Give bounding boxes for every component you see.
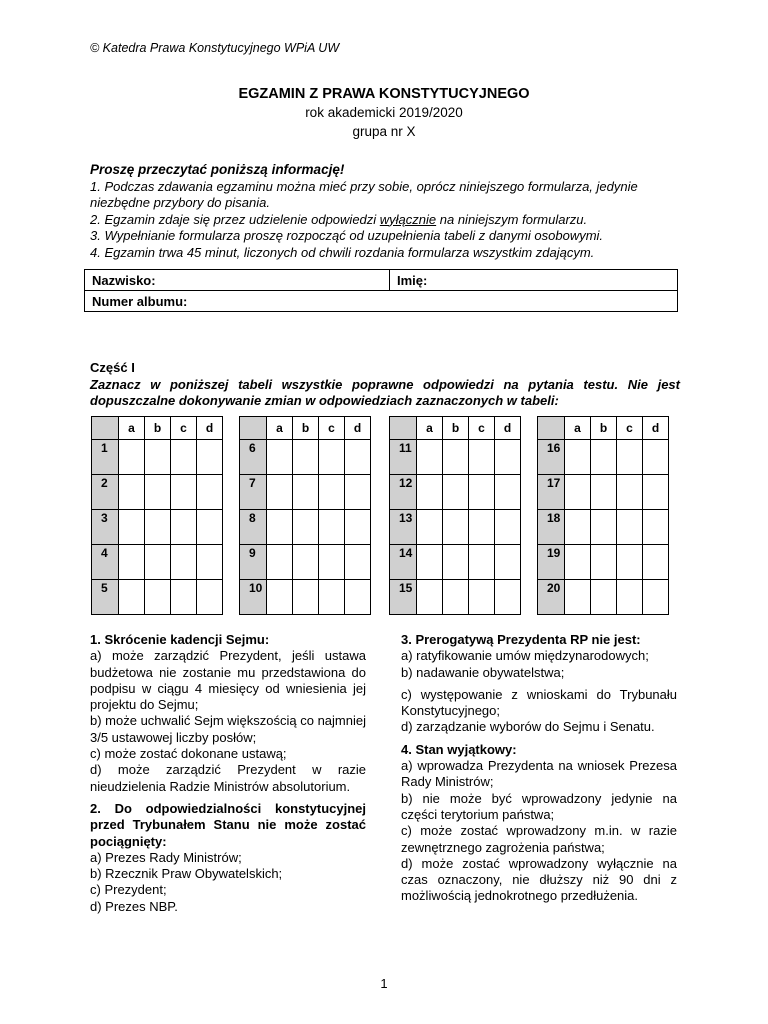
answer-option-header: c (171, 417, 197, 440)
first-name-label: Imię: (397, 272, 428, 288)
answer-grid-block (389, 416, 521, 615)
answer-grid-row (240, 475, 371, 510)
answer-option-header: d (345, 417, 371, 440)
answer-checkbox-cell[interactable] (145, 510, 171, 545)
answer-checkbox-cell[interactable] (469, 475, 495, 510)
answer-option-header: c (469, 417, 495, 440)
answer-grid-block (239, 416, 371, 615)
question-number-cell: 7 (240, 475, 267, 510)
exam-title: EGZAMIN Z PRAWA KONSTYTUCYJNEGO (238, 86, 530, 102)
question-number-cell: 13 (390, 510, 417, 545)
answer-grid-block (537, 416, 669, 615)
answer-checkbox-cell[interactable] (591, 545, 617, 580)
answer-checkbox-cell[interactable] (591, 510, 617, 545)
answer-checkbox-cell[interactable] (345, 580, 371, 615)
answer-grid-corner (390, 417, 417, 440)
page-number: 1 (380, 976, 388, 991)
answer-grid-row (390, 510, 521, 545)
answer-checkbox-cell[interactable] (319, 580, 345, 615)
answer-grid-block (91, 416, 223, 615)
answer-checkbox-cell[interactable] (417, 510, 443, 545)
answer-checkbox-cell[interactable] (565, 440, 591, 475)
answer-option-header: a (267, 417, 293, 440)
questions-right-column (401, 632, 677, 905)
part-one-title: Część I (90, 360, 135, 375)
part-one-instruction: Zaznacz w poniższej tabeli wszystkie poprawne odpowiedzi na pytania testu. Nie jest dopuszczalne dokonywanie zmian w odpowiedziach zaznaczonych w tabeli: (90, 376, 680, 408)
answer-grid-row (240, 545, 371, 580)
instruction-2 (90, 212, 690, 229)
answer-grid-row (538, 580, 669, 615)
question-number-cell: 17 (538, 475, 565, 510)
copyright-line: © Katedra Prawa Konstytucyjnego WPiA UW (90, 41, 340, 55)
instruction-2-end: na niniejszym formularzu. (436, 211, 588, 227)
answer-option-header: b (591, 417, 617, 440)
answer-checkbox-cell[interactable] (293, 510, 319, 545)
answer-checkbox-cell[interactable] (495, 510, 521, 545)
answer-checkbox-cell[interactable] (171, 475, 197, 510)
question-number-cell: 14 (390, 545, 417, 580)
answer-checkbox-cell[interactable] (495, 475, 521, 510)
answer-checkbox-cell[interactable] (171, 580, 197, 615)
surname-field[interactable] (85, 270, 390, 291)
answer-checkbox-cell[interactable] (417, 475, 443, 510)
question-number-cell: 10 (240, 580, 267, 615)
first-name-field[interactable] (390, 270, 678, 291)
instruction-3: 3. Wypełnianie formularza proszę rozpocząć od uzupełnienia tabeli z danymi osobowymi. (90, 228, 604, 243)
answer-checkbox-cell[interactable] (443, 510, 469, 545)
answer-checkbox-cell[interactable] (197, 440, 223, 475)
answer-checkbox-cell[interactable] (119, 510, 145, 545)
answer-checkbox-cell[interactable] (319, 440, 345, 475)
answer-checkbox-cell[interactable] (145, 440, 171, 475)
album-number-field[interactable] (85, 291, 678, 312)
question-2-title: 2. Do odpowiedzialności konstytucyjnej przed Trybunałem Stanu nie może zostać pociągnięty: (90, 800, 366, 849)
answer-checkbox-cell[interactable] (591, 475, 617, 510)
answer-checkbox-cell[interactable] (617, 475, 643, 510)
answer-checkbox-cell[interactable] (293, 580, 319, 615)
answer-option-header: a (119, 417, 145, 440)
answer-grid-header-row (538, 417, 669, 440)
answer-checkbox-cell[interactable] (565, 580, 591, 615)
instructions (90, 162, 690, 261)
answer-checkbox-cell[interactable] (591, 580, 617, 615)
answer-option-header: d (197, 417, 223, 440)
question-3-option-b: b) nadawanie obywatelstwa; (401, 664, 565, 680)
answer-grid-row (92, 580, 223, 615)
question-1-option-a: a) może zarządzić Prezydent, jeśli ustawa budżetowa nie zostanie mu przedstawiona do podpisu w ciągu 4 miesięcy od wniesienia jej projektu do Sejmu; (90, 648, 366, 713)
question-4-option-a: a) wprowadza Prezydenta na wniosek Prezesa Rady Ministrów; (401, 758, 677, 790)
answer-checkbox-cell[interactable] (267, 580, 293, 615)
answer-option-header: b (145, 417, 171, 440)
answer-grid-row (538, 510, 669, 545)
answer-checkbox-cell[interactable] (643, 440, 669, 475)
question-number-cell: 4 (92, 545, 119, 580)
answer-grid-header-row (390, 417, 521, 440)
answer-checkbox-cell[interactable] (145, 545, 171, 580)
answer-checkbox-cell[interactable] (443, 580, 469, 615)
answer-checkbox-cell[interactable] (643, 545, 669, 580)
answer-checkbox-cell[interactable] (345, 475, 371, 510)
answer-grid-row (92, 510, 223, 545)
answer-checkbox-cell[interactable] (565, 475, 591, 510)
answer-grid-row (390, 440, 521, 475)
question-1-option-d: d) może zarządzić Prezydent w razie nieudzielenia Radzie Ministrów absolutorium. (90, 762, 366, 794)
question-4-title: 4. Stan wyjątkowy: (401, 741, 517, 757)
answer-option-header: a (417, 417, 443, 440)
answer-checkbox-cell[interactable] (591, 440, 617, 475)
answer-checkbox-cell[interactable] (469, 510, 495, 545)
answer-checkbox-cell[interactable] (171, 545, 197, 580)
question-4-option-c: c) może zostać wprowadzony m.in. w razie zewnętrznego zagrożenia państwa; (401, 823, 677, 855)
answer-checkbox-cell[interactable] (119, 440, 145, 475)
answer-grid-row (240, 510, 371, 545)
answer-checkbox-cell[interactable] (119, 580, 145, 615)
question-number-cell: 16 (538, 440, 565, 475)
question-2-option-c: c) Prezydent; (90, 882, 167, 898)
answer-checkbox-cell[interactable] (267, 510, 293, 545)
answer-option-header: a (565, 417, 591, 440)
answer-checkbox-cell[interactable] (197, 475, 223, 510)
instruction-1: 1. Podczas zdawania egzaminu można mieć przy sobie, oprócz niniejszego formularza, jedynie niezbędne przybory do pisania. (90, 178, 638, 210)
question-number-cell: 20 (538, 580, 565, 615)
answer-checkbox-cell[interactable] (417, 580, 443, 615)
answer-grid-row (92, 545, 223, 580)
instruction-4: 4. Egzamin trwa 45 minut, liczonych od chwili rozdania formularza wszystkim zdającym. (90, 244, 595, 260)
question-number-cell: 19 (538, 545, 565, 580)
answer-checkbox-cell[interactable] (565, 510, 591, 545)
answer-checkbox-cell[interactable] (469, 580, 495, 615)
answer-checkbox-cell[interactable] (293, 475, 319, 510)
question-number-cell: 3 (92, 510, 119, 545)
answer-checkbox-cell[interactable] (293, 545, 319, 580)
answer-checkbox-cell[interactable] (293, 440, 319, 475)
answer-checkbox-cell[interactable] (443, 545, 469, 580)
answer-checkbox-cell[interactable] (145, 475, 171, 510)
answer-checkbox-cell[interactable] (417, 545, 443, 580)
answer-option-header: d (643, 417, 669, 440)
question-1-title: 1. Skrócenie kadencji Sejmu: (90, 632, 270, 647)
answer-checkbox-cell[interactable] (495, 580, 521, 615)
question-2-option-a: a) Prezes Rady Ministrów; (90, 849, 242, 865)
answer-checkbox-cell[interactable] (345, 440, 371, 475)
answer-checkbox-cell[interactable] (319, 475, 345, 510)
answer-checkbox-cell[interactable] (417, 440, 443, 475)
question-number-cell: 8 (240, 510, 267, 545)
album-number-label: Numer albumu: (92, 293, 188, 309)
group-number: grupa nr X (352, 124, 416, 139)
answer-checkbox-cell[interactable] (171, 510, 197, 545)
answer-grid-row (390, 545, 521, 580)
answer-grid-row (240, 580, 371, 615)
answer-option-header: b (293, 417, 319, 440)
answer-grid-corner (538, 417, 565, 440)
answer-grid-row (538, 475, 669, 510)
answer-grid-row (390, 580, 521, 615)
answer-checkbox-cell[interactable] (617, 510, 643, 545)
answer-checkbox-cell[interactable] (197, 545, 223, 580)
exam-header (0, 85, 768, 141)
answer-checkbox-cell[interactable] (345, 510, 371, 545)
answer-checkbox-cell[interactable] (643, 510, 669, 545)
answer-option-header: b (443, 417, 469, 440)
answer-option-header: d (495, 417, 521, 440)
answer-checkbox-cell[interactable] (495, 545, 521, 580)
answer-checkbox-cell[interactable] (469, 440, 495, 475)
answer-grid-row (390, 475, 521, 510)
instructions-heading: Proszę przeczytać poniższą informację! (90, 162, 345, 177)
question-3-option-a: a) ratyfikowanie umów międzynarodowych; (401, 648, 649, 664)
question-number-cell: 18 (538, 510, 565, 545)
answer-grid-corner (240, 417, 267, 440)
question-1-option-b: b) może uchwalić Sejm większością co najmniej 3/5 ustawowej liczby posłów; (90, 713, 366, 745)
answer-checkbox-cell[interactable] (171, 440, 197, 475)
questions-left-column (90, 632, 366, 915)
answer-checkbox-cell[interactable] (443, 475, 469, 510)
answer-checkbox-cell[interactable] (443, 440, 469, 475)
answer-checkbox-cell[interactable] (643, 475, 669, 510)
answer-checkbox-cell[interactable] (469, 545, 495, 580)
question-4-option-d: d) może zostać wprowadzony wyłącznie na czas oznaczony, nie dłuższy niż 90 dni z możliwością jednokrotnego przedłużenia. (401, 855, 677, 904)
answer-checkbox-cell[interactable] (267, 475, 293, 510)
answer-checkbox-cell[interactable] (617, 545, 643, 580)
question-number-cell: 11 (390, 440, 417, 475)
answer-option-header: c (319, 417, 345, 440)
part-one-section (90, 360, 680, 410)
answer-grid-row (240, 440, 371, 475)
answer-checkbox-cell[interactable] (197, 580, 223, 615)
question-number-cell: 12 (390, 475, 417, 510)
question-2-option-d: d) Prezes NBP. (90, 898, 178, 914)
question-number-cell: 1 (92, 440, 119, 475)
answer-checkbox-cell[interactable] (267, 440, 293, 475)
question-3-title: 3. Prerogatywą Prezydenta RP nie jest: (401, 632, 641, 647)
answer-checkbox-cell[interactable] (119, 545, 145, 580)
answer-checkbox-cell[interactable] (617, 580, 643, 615)
answer-checkbox-cell[interactable] (145, 580, 171, 615)
answer-grid-row (538, 440, 669, 475)
question-1-option-c: c) może zostać dokonane ustawą; (90, 746, 287, 762)
question-number-cell: 5 (92, 580, 119, 615)
question-4-option-b: b) nie może być wprowadzony jedynie na części terytorium państwa; (401, 790, 677, 822)
answer-checkbox-cell[interactable] (643, 580, 669, 615)
answer-checkbox-cell[interactable] (617, 440, 643, 475)
question-number-cell: 9 (240, 545, 267, 580)
answer-checkbox-cell[interactable] (495, 440, 521, 475)
answer-checkbox-cell[interactable] (119, 475, 145, 510)
academic-year: rok akademicki 2019/2020 (305, 105, 463, 120)
answer-grid-corner (92, 417, 119, 440)
question-number-cell: 6 (240, 440, 267, 475)
answer-option-header: c (617, 417, 643, 440)
answer-checkbox-cell[interactable] (319, 545, 345, 580)
surname-label: Nazwisko: (92, 272, 156, 288)
answer-grid-header-row (92, 417, 223, 440)
answer-grid-row (538, 545, 669, 580)
instruction-2-emphasis: wyłącznie (379, 211, 437, 227)
answer-checkbox-cell[interactable] (319, 510, 345, 545)
question-number-cell: 15 (390, 580, 417, 615)
answer-grid-row (92, 440, 223, 475)
answer-grid-row (92, 475, 223, 510)
question-3-option-c: c) występowanie z wnioskami do Trybunału Konstytucyjnego; (401, 686, 677, 719)
personal-data-table (84, 269, 678, 312)
answer-checkbox-cell[interactable] (197, 510, 223, 545)
question-number-cell: 2 (92, 475, 119, 510)
question-2-option-b: b) Rzecznik Praw Obywatelskich; (90, 866, 283, 882)
answer-checkbox-cell[interactable] (267, 545, 293, 580)
question-3-option-d: d) zarządzanie wyborów do Sejmu i Senatu. (401, 719, 655, 735)
instruction-2-start: 2. Egzamin zdaje się przez udzielenie odpowiedzi (90, 211, 380, 227)
answer-checkbox-cell[interactable] (565, 545, 591, 580)
answer-checkbox-cell[interactable] (345, 545, 371, 580)
answer-grid-header-row (240, 417, 371, 440)
